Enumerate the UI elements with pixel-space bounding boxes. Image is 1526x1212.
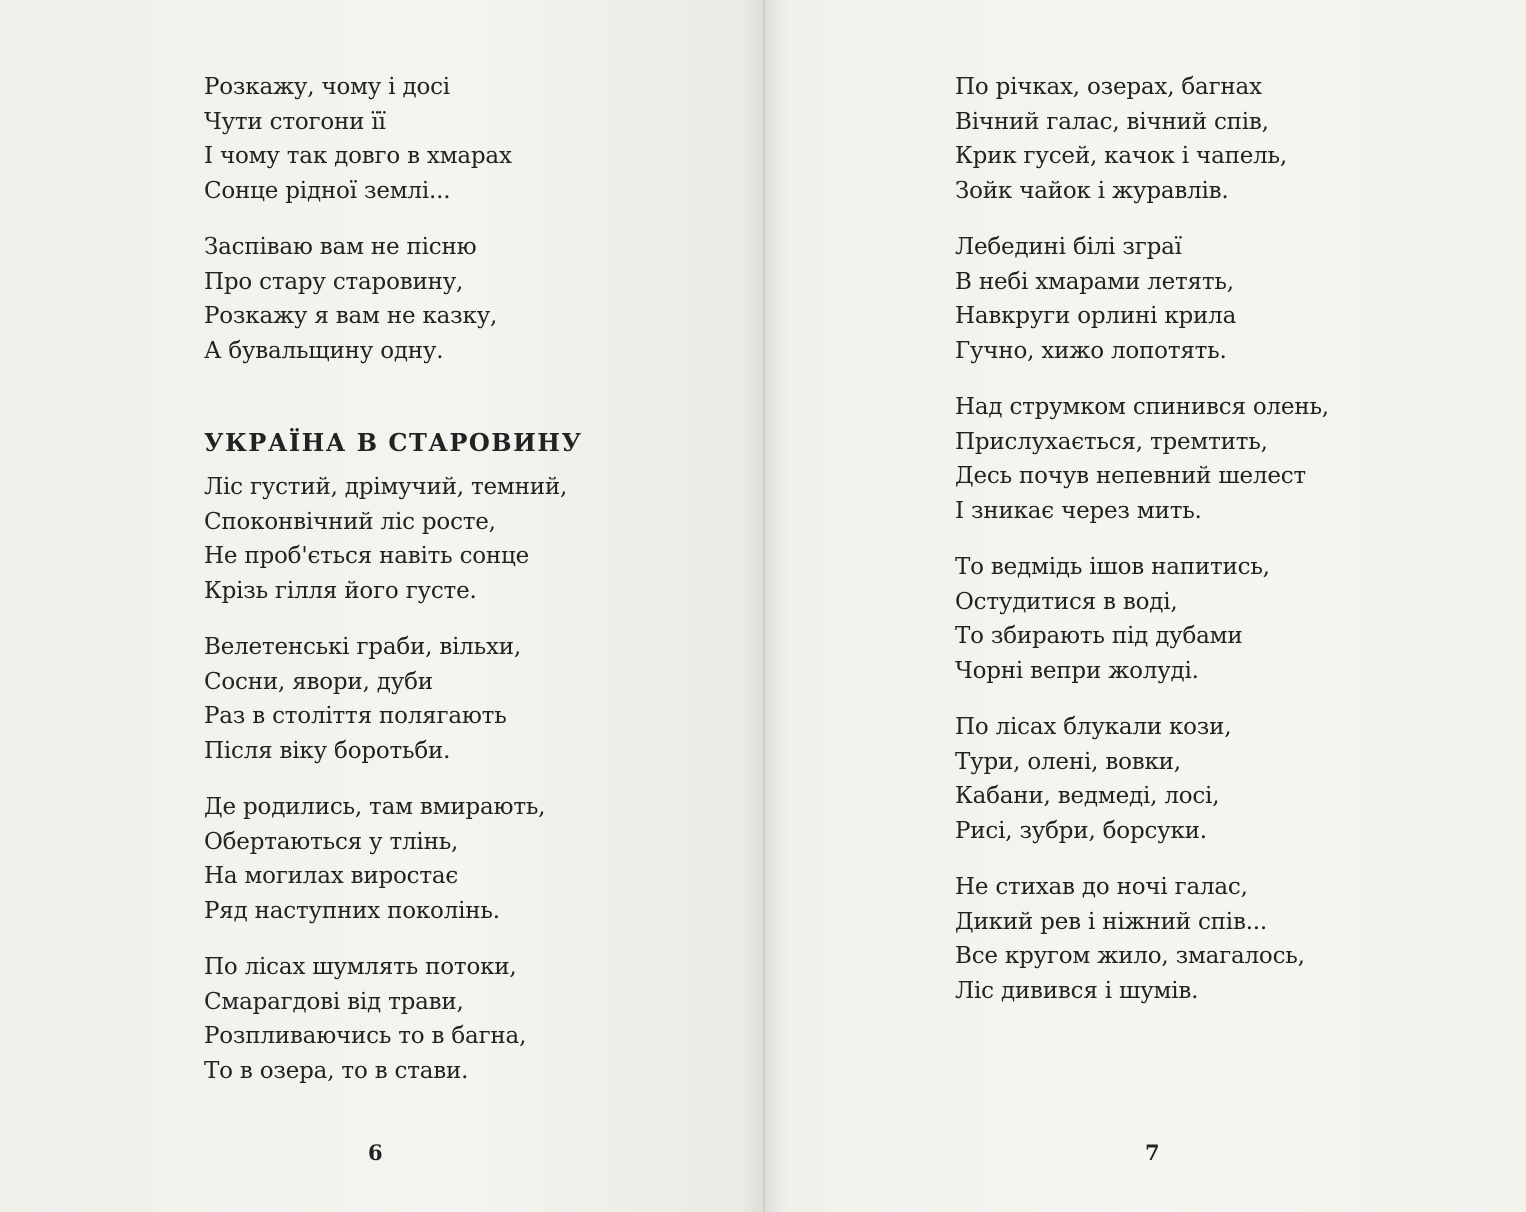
verse-line: Все кругом жило, змагалось, <box>955 943 1305 969</box>
verse-line: Ліс дивився і шумів. <box>955 977 1199 1004</box>
verse-line: Розпливаючись то в багна, <box>204 1023 527 1049</box>
verse-line: Вічний галас, вічний спів, <box>955 108 1269 135</box>
verse-line: І зникає через мить. <box>955 497 1202 524</box>
verse-line: Чути стогони її <box>204 108 386 135</box>
verse-line: Над струмком спинився олень, <box>955 394 1329 420</box>
verse-line: Сосни, явори, дуби <box>204 668 433 695</box>
verse-line: Раз в століття полягають <box>204 703 507 729</box>
verse-line: На могилах виростає <box>204 863 459 889</box>
verse-line: По лісах шумлять потоки, <box>204 954 517 980</box>
verse-line: Розкажу, чому і досі <box>204 74 450 100</box>
verse-line: Обертаються у тлінь, <box>204 828 459 855</box>
right-stanza-3 <box>955 390 1329 528</box>
verse-line: Десь почув непевний шелест <box>955 463 1306 489</box>
verse-line: По річках, озерах, багнах <box>955 74 1262 100</box>
page-number-right: 7 <box>1145 1140 1160 1165</box>
verse-line: По лісах блукали кози, <box>955 714 1232 740</box>
intro-stanza-2 <box>204 230 582 368</box>
verse-line: Заспіваю вам не пісню <box>204 234 477 260</box>
poem-stanza-4 <box>204 950 582 1088</box>
right-stanza-1 <box>955 70 1329 208</box>
right-stanza-5 <box>955 710 1329 848</box>
verse-line: То збирають під дубами <box>955 623 1243 649</box>
verse-line: Зойк чайок і журавлів. <box>955 177 1229 204</box>
right-stanza-2 <box>955 230 1329 368</box>
verse-line: І чому так довго в хмарах <box>204 143 512 169</box>
verse-line: Дикий рев і ніжний спів... <box>955 908 1268 935</box>
verse-line: То ведмідь ішов напитись, <box>955 554 1270 580</box>
verse-line: Навкруги орлині крила <box>955 303 1237 329</box>
verse-line: Прислухається, тремтить, <box>955 428 1268 455</box>
verse-line: Гучно, хижо лопотять. <box>955 337 1227 364</box>
verse-line: Тури, олені, вовки, <box>955 748 1181 775</box>
verse-line: Крик гусей, качок і чапель, <box>955 143 1287 169</box>
verse-line: В небі хмарами летять, <box>955 268 1234 295</box>
right-stanza-6 <box>955 870 1329 1008</box>
verse-line: То в озера, то в стави. <box>204 1057 469 1084</box>
poem-stanza-3 <box>204 790 582 928</box>
verse-line: Чорні вепри жолуді. <box>955 657 1199 684</box>
verse-line: Після віку боротьби. <box>204 737 451 764</box>
verse-line: Не проб'ється навіть сонце <box>204 543 530 569</box>
verse-line: Остудитися в воді, <box>955 588 1178 615</box>
verse-line: Розкажу я вам не казку, <box>204 303 498 329</box>
verse-line: Ліс густий, дрімучий, темний, <box>204 474 568 500</box>
poem-stanza-1 <box>204 470 582 608</box>
verse-line: Рисі, зубри, борсуки. <box>955 817 1207 844</box>
verse-line: Смарагдові від трави, <box>204 988 464 1015</box>
verse-line: Велетенські граби, вільхи, <box>204 634 521 660</box>
right-page-text <box>955 70 1329 1030</box>
verse-line: Споконвічний ліс росте, <box>204 508 496 535</box>
left-page-text <box>204 70 582 1110</box>
verse-line: Ряд наступних поколінь. <box>204 897 500 924</box>
verse-line: Крізь гілля його густе. <box>204 577 477 604</box>
poem-title: УКРАЇНА В СТАРОВИНУ <box>204 428 583 457</box>
intro-stanza-1 <box>204 70 582 208</box>
verse-line: Про стару старовину, <box>204 268 464 295</box>
poem-stanza-2 <box>204 630 582 768</box>
verse-line: Лебедині білі зграї <box>955 234 1182 260</box>
page-number-left: 6 <box>368 1140 383 1165</box>
verse-line: Не стихав до ночі галас, <box>955 874 1248 900</box>
verse-line: Кабани, ведмеді, лосі, <box>955 783 1220 809</box>
verse-line: Сонце рідної землі... <box>204 177 451 204</box>
right-page <box>765 0 1526 1212</box>
verse-line: А бувальщину одну. <box>204 337 444 364</box>
right-stanza-4 <box>955 550 1329 688</box>
verse-line: Де родились, там вмирають, <box>204 794 546 820</box>
